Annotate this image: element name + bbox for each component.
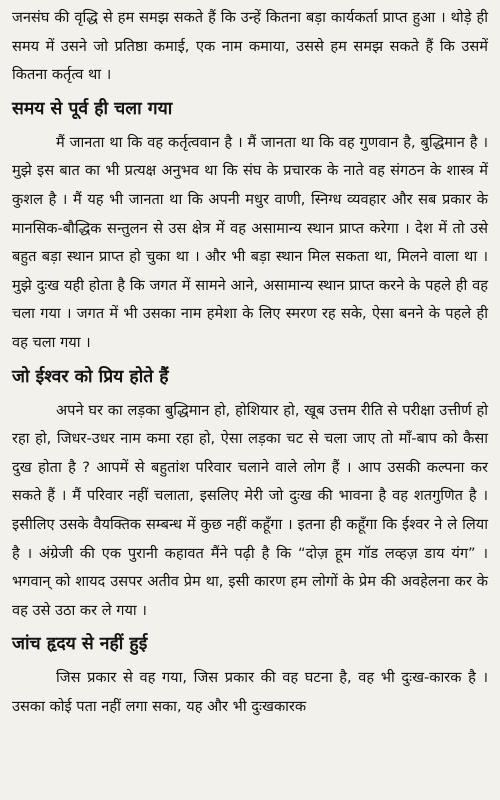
paragraph: जिस प्रकार से वह गया, जिस प्रकार की वह घटना है, वह भी दुःख-कारक है । उसका कोई पता नहीं लगा सका, यह और भी दुःखकारक bbox=[12, 669, 488, 715]
section-heading: समय से पूर्व ही चला गया bbox=[12, 98, 173, 119]
section-heading: जो ईश्वर को प्रिय होते हैं bbox=[12, 366, 169, 387]
section-heading: जांच हृदय से नहीं हुई bbox=[12, 634, 148, 655]
paragraph: जनसंघ की वृद्धि से हम समझ सकते हैं कि उन्हें कितना बड़ा कार्यकर्ता प्राप्त हुआ । थोड़े ही समय में उसने जो प्रतिष्ठा कमाई, एक नाम कमाया, उससे हम समझ सकते हैं कि उसमें कितना कर्तृत्व था । bbox=[12, 9, 488, 84]
paragraph: मैं जानता था कि वह कर्तृत्ववान है । मैं जानता था कि वह गुणवान है, बुद्धिमान है । मुझे इस बात का भी प्रत्यक्ष अनुभव था कि संघ के प्रचारक के नाते वह संगठन के शास्त्र में कुशल है । मैं यह भी जानता था कि अपनी मधुर वाणी, स्निग्ध व्यवहार और सब प्रकार के मानसिक-बौद्धिक सन्तुलन से उस क्षेत्र में वह असामान्य स्थान प्राप्त करेगा । देश में तो उसे बहुत बड़ा स्थान प्राप्त हो चुका था । और भी बड़ा स्थान मिल सकता था, मिलने वाला था । मुझे दुःख यही होता है कि जगत में सामने आने, असामान्य स्थान प्राप्त करने के पहले ही वह चला गया । जगत में भी उसका नाम हमेशा के लिए स्मरण रह सके, ऐसा बनने के पहले ही वह चला गया । bbox=[12, 133, 488, 351]
paragraph: अपने घर का लड़का बुद्धिमान हो, होशियार हो, खूब उत्तम रीति से परीक्षा उत्तीर्ण हो रहा हो, जिधर-उधर नाम कमा रहा हो, ऐसा लड़का चट से चला जाए तो माँ-बाप को कैसा दुख होता है ? आपमें से बहुतांश परिवार चलाने वाले लोग हैं । आप उसकी कल्पना कर सकते हैं । मैं परिवार नहीं चलाता, इसलिए मेरी जो दुःख की भावना है वह शतगुणित है । इसीलिए उसके वैयक्तिक सम्बन्ध में कुछ नहीं कहूँगा । इतना ही कहूँगा कि ईश्वर ने ले लिया है । अंग्रेजी की एक पुरानी कहावत मैंने पढ़ी है कि “दोज़ हूम गॉड लव्हज़ डाय यंग” । भगवान् को शायद उसपर अतीव प्रेम था, इसी कारण हम लोगों के प्रेम की अवहेलना कर के वह उसे उठा कर ले गया । bbox=[12, 401, 488, 619]
